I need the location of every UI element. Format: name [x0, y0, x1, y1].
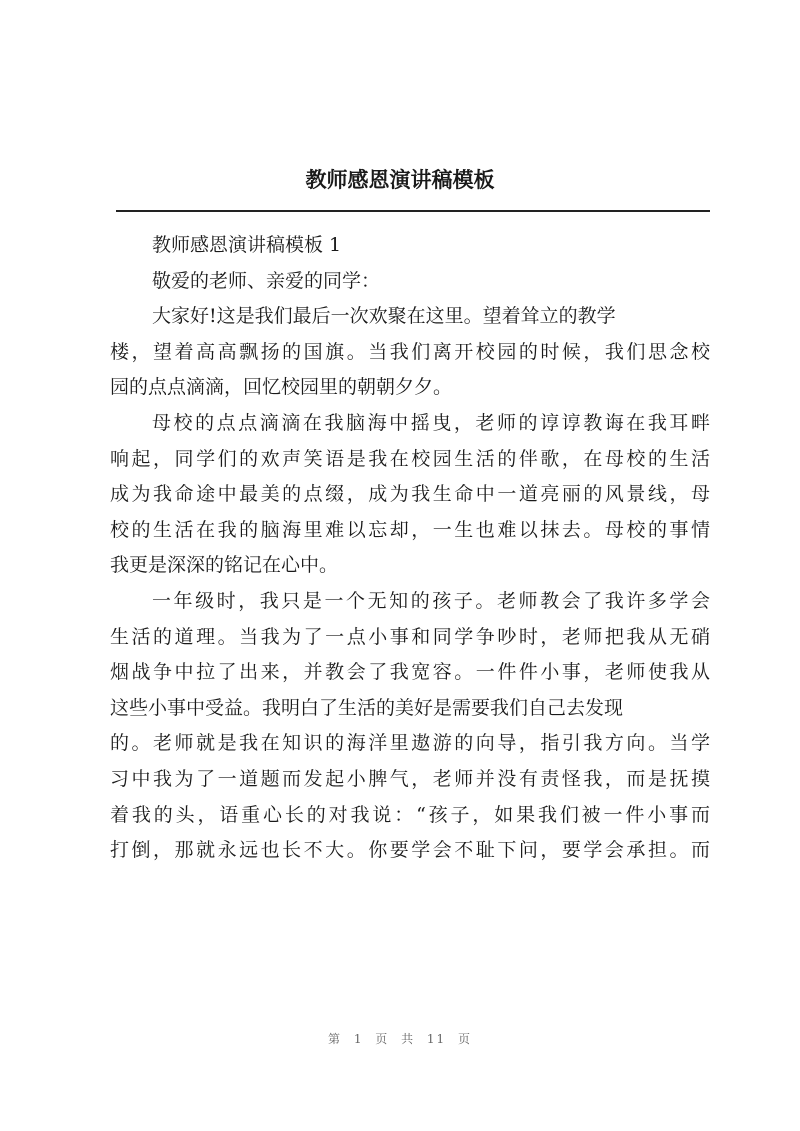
body-line: 教师感恩演讲稿模板 1 — [152, 234, 342, 256]
body-line: 园的点点滴滴，回忆校园里的朝朝夕夕。 — [110, 376, 453, 399]
body-line: 打倒，那就永远也长不大。你要学会不耻下问，要学会承担。而 — [110, 839, 710, 862]
body-line: 一年级时，我只是一个无知的孩子。老师教会了我许多学会 — [152, 589, 710, 612]
body-line: 楼，望着高高飘扬的国旗。当我们离开校园的时候，我们思念校 — [110, 340, 710, 363]
document-body — [110, 228, 710, 869]
title-divider — [116, 210, 710, 212]
body-line: 习中我为了一道题而发起小脾气，老师并没有责怪我，而是抚摸 — [110, 767, 710, 790]
body-line: 响起，同学们的欢声笑语是我在校园生活的伴歌，在母校的生活 — [110, 447, 710, 470]
body-line: 成为我命途中最美的点缀，成为我生命中一道亮丽的风景线，母 — [110, 483, 710, 506]
body-line: 这些小事中受益。我明白了生活的美好是需要我们自己去发现 — [110, 696, 624, 719]
body-line: 敬爱的老师、亲爱的同学： — [152, 269, 381, 292]
document-title: 教师感恩演讲稿模板 — [305, 167, 495, 192]
body-line: 我更是深深的铭记在心中。 — [110, 554, 339, 577]
body-line: 着我的头，语重心长的对我说：“孩子，如果我们被一件小事而 — [110, 803, 710, 826]
body-line: 的。老师就是我在知识的海洋里遨游的向导，指引我方向。当学 — [110, 732, 710, 755]
body-line: 烟战争中拉了出来，并教会了我宽容。一件件小事，老师使我从 — [110, 661, 710, 684]
body-line: 母校的点点滴滴在我脑海中摇曳，老师的谆谆教诲在我耳畔 — [152, 411, 710, 434]
page-footer: 第 1 页 共 11 页 — [328, 1032, 472, 1046]
body-line: 校的生活在我的脑海里难以忘却，一生也难以抹去。母校的事情 — [110, 518, 710, 541]
body-line: 生活的道理。当我为了一点小事和同学争吵时，老师把我从无硝 — [110, 625, 710, 648]
body-line: 大家好!这是我们最后一次欢聚在这里。望着耸立的教学 — [152, 305, 616, 328]
